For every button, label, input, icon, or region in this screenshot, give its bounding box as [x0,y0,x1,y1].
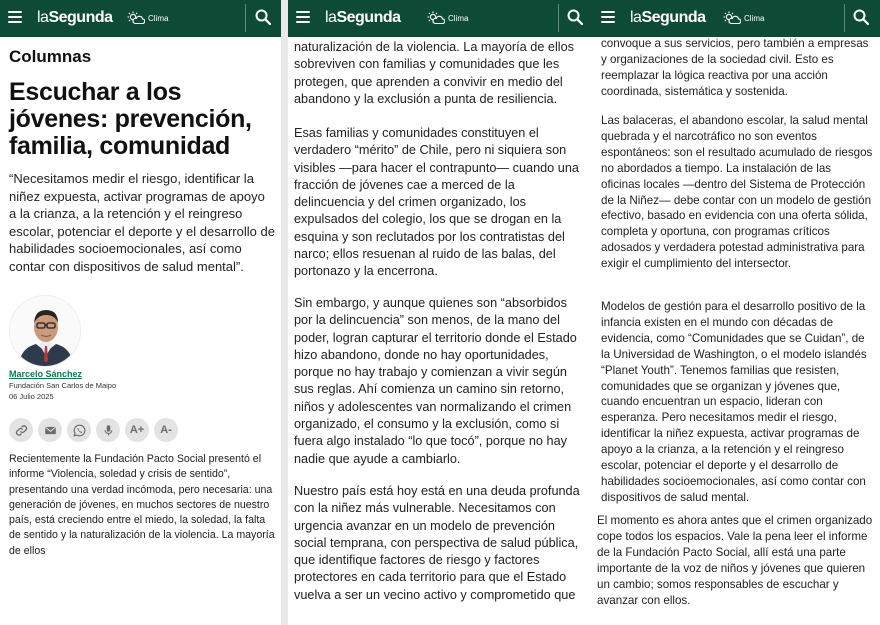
article-paragraph: convoque a sus servicios, pero también a empresas y organizaciones de la sociedad civil. Esto es reemplazar la lógica reactiva por una acción coordinada, sistemática y sostenida. [601,37,869,98]
brand-logo[interactable] [325,9,401,27]
top-app-bar [0,0,281,37]
top-app-bar [288,0,593,37]
decrease-font-icon[interactable]: A- [154,418,178,442]
hamburger-menu-icon[interactable] [601,11,615,23]
brand-prefix: la [630,9,642,26]
share-toolbar [9,418,183,442]
article-paragraph: Recientemente la Fundación Pacto Social presentó el informe “Violencia, soledad y crisis de sentido”, presentando una verdad incómoda, pero necesaria: una generación de jóvenes, en muchos sectores de nuestro país, está creciendo entre el miedo, la soledad, la falta de sentido y la naturalización de la violencia. La mayoría de ellos [9,453,275,557]
email-icon[interactable] [38,418,62,442]
screenshot-panel-2 [288,0,593,625]
link-icon[interactable] [9,418,33,442]
article-paragraph: Las balaceras, el abandono escolar, la salud mental quebrada y el narcotráfico no son eventos espontáneos: son el resultado acumulado de riesgos no abordados a tiempo. La instalación de las oficinas locales —dentro del Sistema de Protección de la Niñez— debe contar con un modelo de gestión efectivo, basado en evidencia con una oferta sólida, completa y oportuna, con programas críticos adosados y verdadera potestad administrativa para exigir el cumplimiento del intersector. [601,114,873,271]
article-paragraph: Modelos de gestión para el desarrollo positivo de la infancia existen en el mundo con décadas de evidencia, como “Comunidades que se Cuidan”, de la Universidad de Washington, o el modelo islandés “Planet Youth”. Tenemos familias que resisten, comunidades que se organizan y jóvenes que, cuando encuentran un espacio, lideran con esperanza. Pero necesitamos medir el riesgo, identificar la niñez expuesta, activar programas de apoyo a la crianza, a la retención y el reingreso escolar, potenciar el deporte y el desarrollo de habilidades socioemocionales, así como contar con dispositivos de salud mental. [601,300,867,504]
brand-logo[interactable] [630,9,706,27]
weather-link[interactable] [427,11,468,25]
screenshot-panel-1 [0,0,281,625]
article-paragraph: Nuestro país está hoy está en una deuda profunda con la niñez más vulnerable. Necesitamos con urgencia avanzar en un modelo de prevención social temprana, con perspectiva de salud pública, que identifique factores de riesgo y factores protectores en cada territorio para que el Estado vuelva a ser un vecino activo y comprometido que [294,484,580,602]
whatsapp-icon[interactable] [67,418,91,442]
weather-label: Clima [448,13,469,23]
article-paragraph: El momento es ahora antes que el crimen organizado cope todos los espacios. Vale la pena leer el informe de la Fundación Pacto Social, allí está una parte importante de la voz de niños y jóvenes que quieren un cambio; somos responsables de escuchar y avanzar con ellos. [597,514,873,607]
top-app-bar [593,0,880,37]
weather-label: Clima [148,13,169,23]
header-divider [558,4,559,32]
hamburger-menu-icon[interactable] [8,11,22,23]
search-icon[interactable] [255,9,271,25]
increase-font-icon[interactable]: A+ [125,418,149,442]
brand-name: Segunda [336,9,401,26]
section-label[interactable]: Columnas [9,47,92,66]
weather-sun-cloud-icon [723,11,741,25]
brand-name: Segunda [641,9,706,26]
weather-label: Clima [744,13,765,23]
weather-sun-cloud-icon [427,11,445,25]
publish-date: 06 Julio 2025 [9,392,54,401]
brand-name: Segunda [48,9,113,26]
author-avatar[interactable] [9,295,81,367]
article-title: Escuchar a los jóvenes: prevención, familia, comunidad [9,78,252,160]
article-paragraph: Sin embargo, y aunque quienes son “absorbidos por la delincuencia” son menos, de la mano del poder, logran capturar el territorio donde el Estado hizo abandono, donde no hay oportunidades, porque no hay trabajo y comienzan a vivir según sus reglas. Ahí comienza un camino sin retorno, niños y adolescentes van normalizando el crimen organizado, el consumo y la exclusión, como si fuera algo instalado “lo que tocó”, porque no hay nadie que ayude a cambiarlo. [294,296,577,466]
author-name-link[interactable]: Marcelo Sánchez [9,369,83,379]
hamburger-menu-icon[interactable] [296,11,310,23]
screenshot-panel-3 [593,0,880,625]
article-paragraph: naturalización de la violencia. La mayoría de ellos sobreviven con familias y comunidades que les protegen, que aprenden a convivir en medio del abandono y la exclusión a punta de resiliencia. [294,40,574,106]
brand-prefix: la [37,9,49,26]
weather-sun-cloud-icon [127,11,145,25]
article-lead: “Necesitamos medir el riesgo, identificar la niñez expuesta, activar programas de apoyo a la crianza, a la retención y el reingreso escolar, potenciar el deporte y el desarrollo de habilidades socioemocionales, así como contar con dispositivos de salud mental”. [9,171,275,274]
header-divider [844,4,845,32]
search-icon[interactable] [567,9,583,25]
weather-link[interactable] [723,11,764,25]
weather-link[interactable] [127,11,168,25]
brand-prefix: la [325,9,337,26]
brand-logo[interactable] [37,9,113,27]
author-photo [10,296,81,367]
header-divider [245,4,246,32]
microphone-icon[interactable] [96,418,120,442]
article-paragraph: Esas familias y comunidades constituyen el verdadero “mérito” de Chile, pero ni siquiera son visibles —para hacer el contrapunto— cuando una fracción de jóvenes cae a merced de la delincuencia y del crimen organizado, los expulsados del colegio, los que se drogan en la esquina y son reclutados por los contratistas del narco; ellos resuenan al ruido de las balas, del portonazo y la encerrona. [294,126,579,279]
author-organization: Fundación San Carlos de Maipo [9,381,117,390]
search-icon[interactable] [853,9,869,25]
